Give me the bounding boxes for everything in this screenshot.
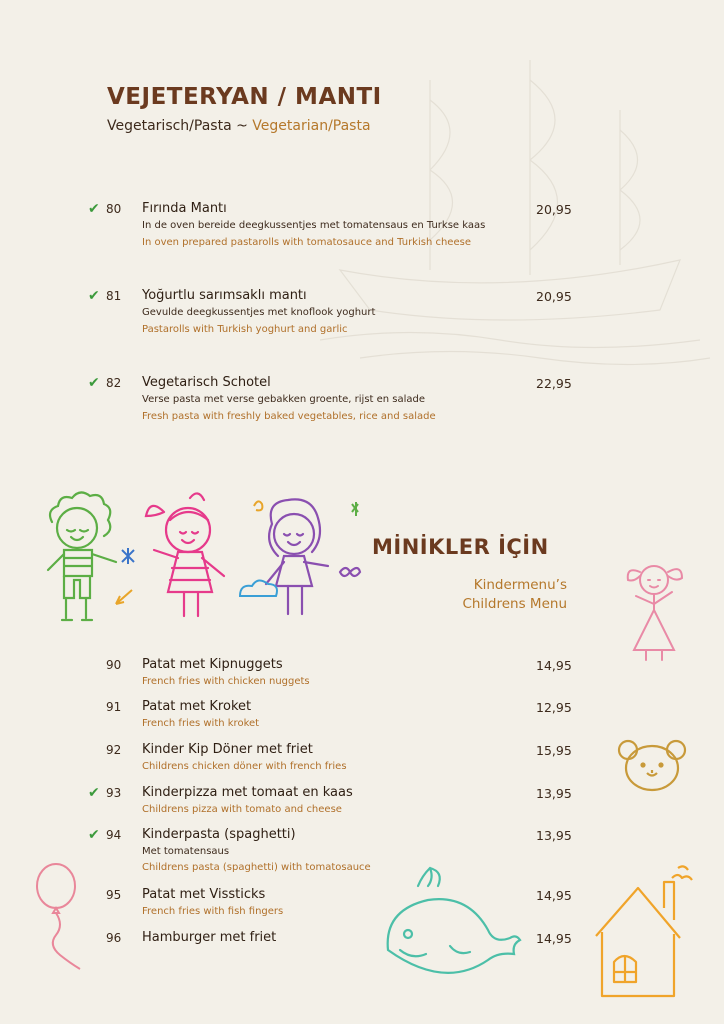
section-title-kids: MİNİKLER İÇİN	[372, 535, 549, 559]
item-name: Hamburger met friet	[142, 930, 277, 945]
item-desc-english: Fresh pasta with freshly baked vegetables, rice and salade	[142, 411, 436, 422]
item-number: 93	[106, 786, 122, 800]
item-name: Vegetarisch Schotel	[142, 375, 271, 390]
check-icon: ✔	[88, 827, 100, 843]
item-name: Patat met Kroket	[142, 699, 252, 714]
item-desc-dutch: Gevulde deegkussentjes met knoflook yoghurt	[142, 307, 376, 318]
item-number: 92	[106, 743, 122, 757]
item-price: 13,95	[536, 828, 572, 843]
item-name: Kinder Kip Döner met friet	[142, 742, 313, 757]
item-price: 14,95	[536, 888, 572, 903]
item-desc-english: Childrens pasta (spaghetti) with tomatosauce	[142, 862, 371, 873]
item-desc-dutch: Verse pasta met verse gebakken groente, rijst en salade	[142, 394, 426, 405]
item-price: 20,95	[536, 289, 572, 304]
item-number: 95	[106, 888, 122, 902]
section-subtitle-vegetarian	[107, 118, 371, 134]
item-number: 90	[106, 658, 122, 672]
girl-doodle-icon	[612, 558, 692, 668]
check-icon: ✔	[88, 288, 100, 304]
item-desc-english: French fries with fish fingers	[142, 906, 284, 917]
item-number: 91	[106, 700, 122, 714]
balloon-icon	[30, 862, 90, 972]
check-icon: ✔	[88, 201, 100, 217]
check-icon: ✔	[88, 785, 100, 801]
house-icon	[588, 860, 698, 1005]
item-desc-english: Childrens pizza with tomato and cheese	[142, 804, 342, 815]
kids-subtitle-english: Childrens Menu	[462, 596, 567, 612]
item-number: 82	[106, 376, 122, 390]
item-desc-english: Pastarolls with Turkish yoghurt and garlic	[142, 324, 348, 335]
item-name: Patat met Vissticks	[142, 887, 266, 902]
kids-subtitle-dutch: Kindermenu’s	[473, 577, 567, 593]
item-price: 14,95	[536, 658, 572, 673]
item-price: 14,95	[536, 931, 572, 946]
item-price: 22,95	[536, 376, 572, 391]
item-number: 81	[106, 289, 122, 303]
item-desc-english: Childrens chicken döner with french fries	[142, 761, 347, 772]
whale-icon	[380, 858, 530, 998]
teddy-bear-icon	[616, 738, 688, 794]
item-name: Yoğurtlu sarımsaklı mantı	[142, 288, 307, 303]
item-price: 13,95	[536, 786, 572, 801]
item-desc-dutch: Met tomatensaus	[142, 846, 230, 857]
item-price: 12,95	[536, 700, 572, 715]
item-desc-dutch: In de oven bereide deegkussentjes met tomatensaus en Turkse kaas	[142, 220, 486, 231]
item-price: 15,95	[536, 743, 572, 758]
item-name: Patat met Kipnuggets	[142, 657, 283, 672]
item-price: 20,95	[536, 202, 572, 217]
item-desc-english: French fries with kroket	[142, 718, 260, 729]
section-title-vegetarian: VEJETERYAN / MANTI	[107, 84, 382, 110]
item-name: Fırında Mantı	[142, 201, 227, 216]
check-icon: ✔	[88, 375, 100, 391]
item-number: 96	[106, 931, 122, 945]
subtitle-dutch: Vegetarisch/Pasta ~	[107, 118, 248, 134]
item-desc-english: French fries with chicken nuggets	[142, 676, 310, 687]
item-number: 80	[106, 202, 122, 216]
item-name: Kinderpizza met tomaat en kaas	[142, 785, 353, 800]
item-desc-english: In oven prepared pastarolls with tomatosauce and Turkish cheese	[142, 237, 471, 248]
item-name: Kinderpasta (spaghetti)	[142, 827, 296, 842]
subtitle-english: Vegetarian/Pasta	[252, 118, 371, 134]
item-number: 94	[106, 828, 122, 842]
kids-drawing-icon	[40, 492, 370, 642]
